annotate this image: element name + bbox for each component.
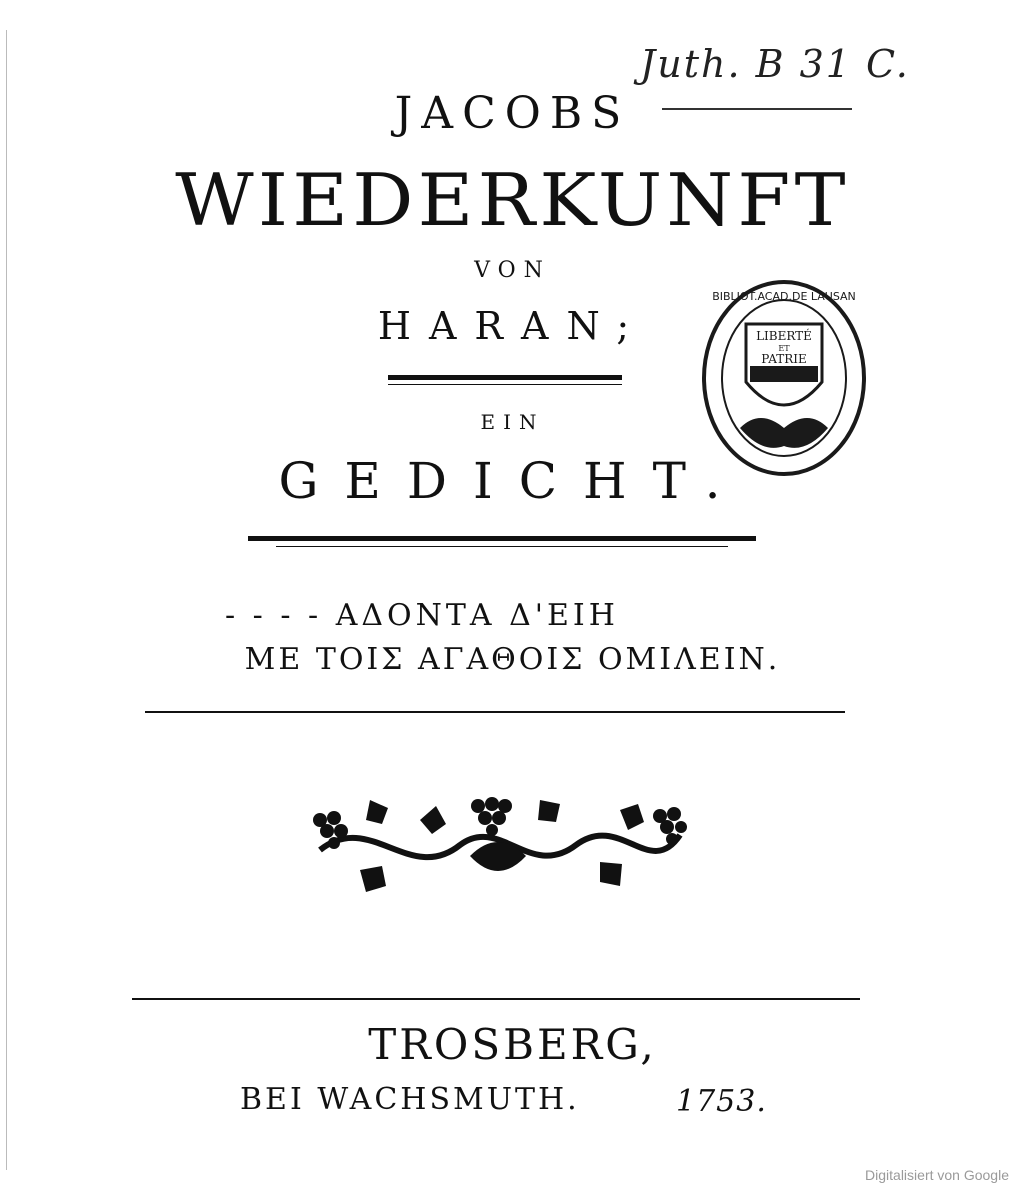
grape-cluster-right (653, 807, 687, 845)
rule-1b (388, 384, 622, 385)
title-line-5: EIN (480, 410, 545, 434)
title-line-6: GEDICHT. (278, 452, 747, 510)
stamp-shield-text-2: ET (778, 344, 790, 353)
title-line-4: HARAN; (377, 304, 648, 348)
shelfmark-annotation: Juth. B 31 C. (640, 42, 910, 86)
rule-2a (248, 536, 756, 541)
grape-cluster-left (313, 811, 348, 849)
rule-2b (276, 546, 728, 547)
rule-4 (132, 998, 860, 1000)
title-line-3: VON (474, 258, 551, 283)
imprint-place: TROSBERG, (368, 1020, 657, 1069)
digitization-footer: Digitalisiert von Google (865, 1167, 1009, 1183)
title-line-1: JACOBS (394, 88, 631, 139)
stamp-foliage (740, 418, 828, 448)
stamp-shield-text-3: PATRIE (761, 352, 807, 366)
greek-motto-line-2: ΜΕ ΤΟΙΣ ΑΓΑΘΟΙΣ ΟΜΙΛΕΙΝ. (244, 642, 781, 677)
rule-1a (388, 375, 622, 380)
title-line-2: WIEDERKUNFT (175, 158, 850, 242)
grape-cluster-center (471, 797, 512, 836)
library-stamp (700, 278, 868, 478)
stamp-shield-lower (750, 366, 818, 382)
imprint-year: 1753. (676, 1084, 767, 1119)
rule-3 (145, 711, 845, 713)
vine-ornament (300, 790, 696, 900)
imprint-publisher: BEI WACHSMUTH. (240, 1082, 580, 1117)
greek-motto-line-1: - - - - ΑΔΟΝΤΑ Δ'ΕΙΗ (225, 598, 619, 633)
stamp-ring-text: BIBLIOT.ACAD.DE LAUSAN (712, 290, 856, 303)
stamp-shield-text-1: LIBERTÉ (756, 329, 812, 343)
